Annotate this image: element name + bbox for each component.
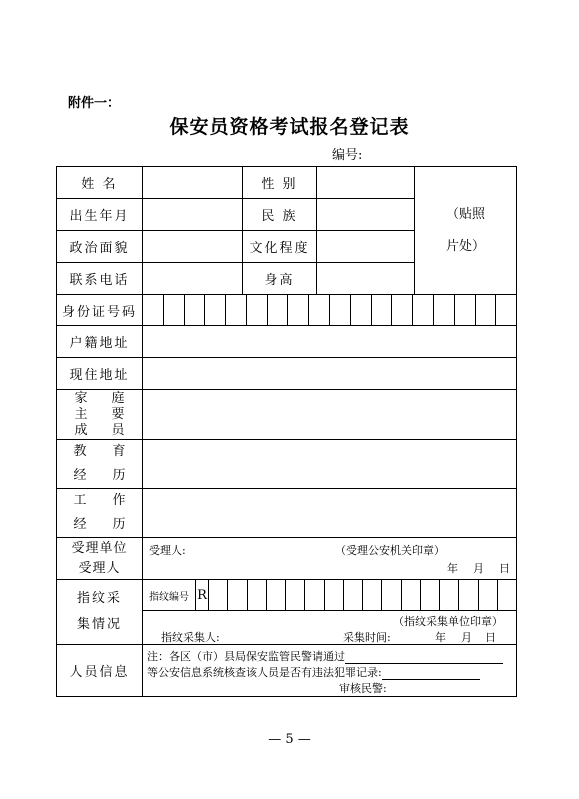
accept-seal-label: （受理公安机关印章） bbox=[335, 544, 445, 557]
fingerprint-label: 指纹采 集情况 bbox=[57, 580, 143, 645]
household-address-field[interactable] bbox=[143, 326, 517, 358]
education-history-label: 教 育 经 历 bbox=[57, 440, 143, 489]
personnel-line1: 注：各区（市）县局保安监管民警请通过 bbox=[147, 648, 503, 664]
family-members-label: 家 庭 主 要 成 员 bbox=[57, 390, 143, 440]
height-label: 身高 bbox=[243, 263, 317, 295]
education-level-field[interactable] bbox=[317, 231, 415, 263]
family-members-field[interactable] bbox=[143, 390, 517, 440]
fingerprint-seal-label: （指纹采集单位印章） bbox=[393, 615, 503, 628]
fingerprint-time-label: 采集时间: bbox=[343, 631, 391, 644]
fingerprint-day: 日 bbox=[485, 631, 496, 644]
fingerprint-year: 年 bbox=[435, 631, 446, 644]
household-address-label: 户籍地址 bbox=[57, 326, 143, 358]
photo-line1: （贴照 bbox=[445, 206, 485, 222]
personnel-reviewer-label: 审核民警: bbox=[339, 682, 387, 695]
birth-label: 出生年月 bbox=[57, 199, 143, 231]
accept-month: 月 bbox=[473, 562, 484, 575]
ethnicity-label: 民 族 bbox=[243, 199, 317, 231]
photo-area[interactable] bbox=[415, 167, 517, 295]
attachment-label: 附件一： bbox=[68, 96, 121, 111]
fingerprint-prefix: R bbox=[196, 580, 209, 610]
current-address-field[interactable] bbox=[143, 358, 517, 390]
political-label: 政治面貌 bbox=[57, 231, 143, 263]
accept-field[interactable] bbox=[143, 538, 517, 580]
education-level-label: 文化程度 bbox=[243, 231, 317, 263]
height-field[interactable] bbox=[317, 263, 415, 295]
work-history-label: 工 作 经 历 bbox=[57, 489, 143, 538]
personnel-info-label: 人员信息 bbox=[57, 645, 143, 697]
accept-unit-label: 受理单位 受理人 bbox=[57, 538, 143, 580]
phone-label: 联系电话 bbox=[57, 263, 143, 295]
personnel-line2: 等公安信息系统核查该人员是否有违法犯罪记录: bbox=[147, 664, 480, 680]
work-history-field[interactable] bbox=[143, 489, 517, 538]
fingerprint-month: 月 bbox=[461, 631, 472, 644]
form-title: 保安员资格考试报名登记表 bbox=[169, 116, 410, 138]
accept-day: 日 bbox=[499, 562, 510, 575]
fingerprint-number-label: 指纹编号 bbox=[143, 580, 196, 610]
personnel-info-field[interactable] bbox=[143, 645, 517, 697]
phone-field[interactable] bbox=[143, 263, 243, 295]
registration-form-table bbox=[56, 166, 517, 697]
accept-year: 年 bbox=[447, 562, 458, 575]
ethnicity-field[interactable] bbox=[317, 199, 415, 231]
name-label: 姓 名 bbox=[57, 167, 143, 199]
current-address-label: 现住地址 bbox=[57, 358, 143, 390]
gender-label: 性 别 bbox=[243, 167, 317, 199]
id-number-field[interactable] bbox=[143, 295, 517, 326]
accept-person-label: 受理人: bbox=[149, 544, 186, 557]
fingerprint-collector-label: 指纹采集人: bbox=[161, 631, 220, 644]
gender-field[interactable] bbox=[317, 167, 415, 199]
political-field[interactable] bbox=[143, 231, 243, 263]
photo-line2: 片处） bbox=[445, 238, 485, 254]
education-history-field[interactable] bbox=[143, 440, 517, 489]
number-label: 编号: bbox=[332, 148, 363, 163]
name-field[interactable] bbox=[143, 167, 243, 199]
fingerprint-info-field[interactable] bbox=[143, 611, 517, 645]
fingerprint-number-field[interactable] bbox=[143, 580, 517, 611]
birth-field[interactable] bbox=[143, 199, 243, 231]
id-number-label: 身份证号码 bbox=[57, 295, 143, 326]
page-number: — 5 — bbox=[268, 732, 311, 747]
